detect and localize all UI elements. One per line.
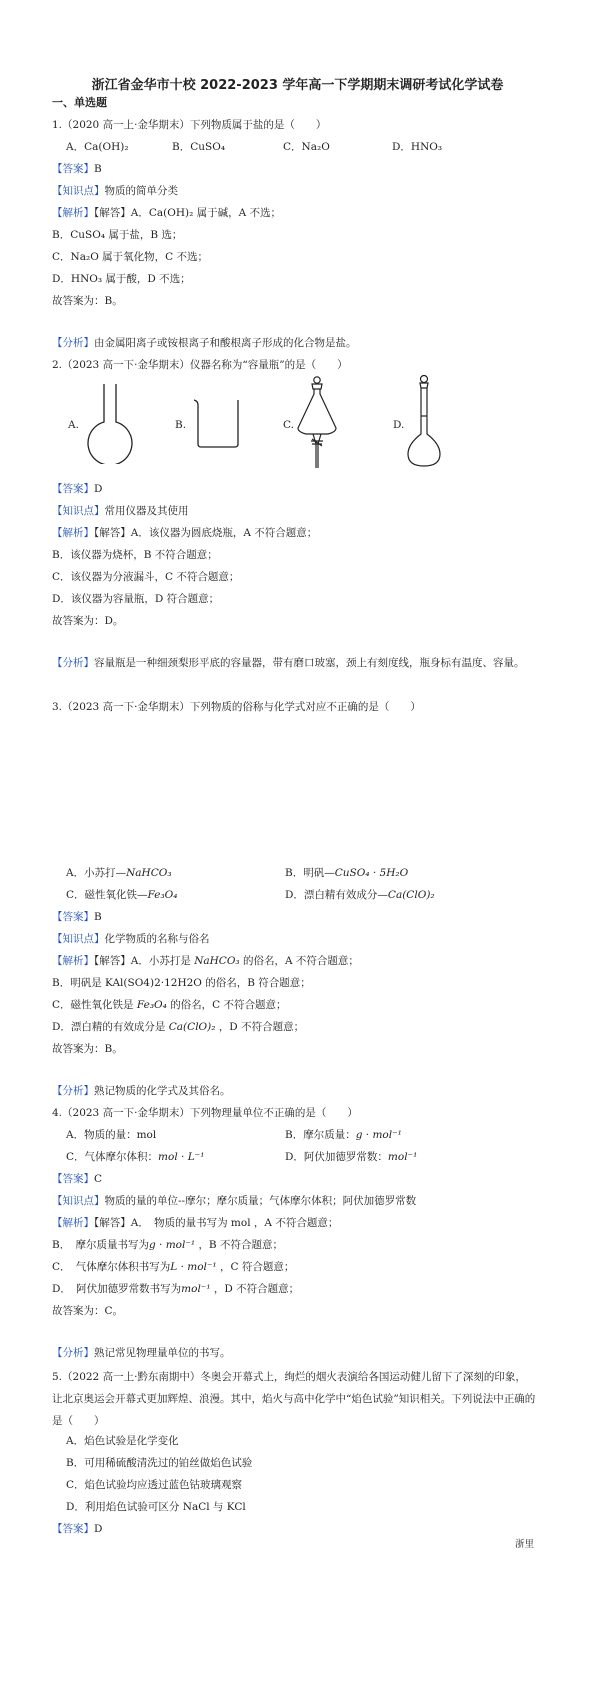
q3-exp3-formula: Fe₃O₄ [136, 999, 167, 1011]
q2-stem: 2.（2023 高一下·金华期末）仪器名称为“容量瓶”的是（ ） [52, 359, 348, 371]
q4-exp2-formula: g · mol⁻¹ [148, 1239, 196, 1251]
q4-exp3b: ，C 符合题意； [220, 1261, 295, 1273]
q3-option-c-formula: Fe₃O₄ [147, 889, 178, 901]
q1-knowledge-value: 物质的简单分类 [104, 185, 178, 197]
analysis-tag: 【解析】 [52, 1217, 94, 1229]
q5-option-b: B．可用稀硫酸清洗过的铂丝做焰色试验 [66, 1457, 253, 1469]
q2-answer-value: D [94, 483, 103, 495]
q4-explanation-4 [52, 1282, 299, 1296]
q3-exp1-formula: NaHCO₃ [194, 955, 240, 967]
q2-option-a: A. [68, 419, 79, 431]
q3-option-a-text: A．小苏打— [66, 867, 127, 879]
q4-option-d-text: D．阿伏加德罗常数： [285, 1151, 388, 1163]
q3-exp3a: C．磁性氧化铁是 [52, 999, 134, 1011]
q4-answer [52, 1172, 102, 1186]
q2-analysis-value: 容量瓶是一种细颈梨形平底的容量器，带有磨口玻塞，颈上有刻度线，瓶身标有温度、容量。 [94, 657, 525, 669]
q4-knowledge [52, 1194, 416, 1208]
fenxi-tag: 【分析】 [52, 657, 94, 669]
q4-explanation-2 [52, 1238, 283, 1252]
q4-exp4-formula: mol⁻¹ [181, 1283, 211, 1295]
volumetric-flask-image [404, 374, 444, 470]
q1-explanation-1 [52, 206, 281, 220]
q4-exp4a: D． 阿伏加德罗常数书写为 [52, 1283, 182, 1295]
q4-answer-value: C [94, 1173, 103, 1185]
q4-exp3a: C． 气体摩尔体积书写为 [52, 1261, 171, 1273]
answer-tag: 【答案】 [52, 1523, 94, 1535]
q3-explanation-3 [52, 998, 287, 1012]
q5-answer-value: D [94, 1523, 103, 1535]
q5-stem: 5.（2022 高一上·黔东南期中）冬奥会开幕式上，绚烂的烟火表演给各国运动健儿留下了深刻的印象，让北京奥运会开幕式更加辉煌、浪漫。其中，焰火与高中化学中“焰色试验”知识相关。下列说法中正确的是（ ） [52, 1371, 536, 1427]
q2-knowledge-value: 常用仪器及其使用 [104, 505, 189, 517]
page-title: 浙江省金华市十校 2022-2023 学年高一下学期期末调研考试化学试卷 [91, 78, 504, 93]
knowledge-tag: 【知识点】 [52, 1195, 105, 1207]
q1-explanation-2: B．CuSO₄ 属于盐，B 选； [52, 229, 183, 241]
q1-analysis [52, 336, 357, 350]
analysis-tag: 【解析】 [52, 955, 94, 967]
q3-knowledge-value: 化学物质的名称与俗名 [104, 933, 210, 945]
q3-exp4a: D．漂白精的有效成分是 [52, 1021, 166, 1033]
answer-tag: 【答案】 [52, 1173, 94, 1185]
answer-tag: 【答案】 [52, 163, 94, 175]
q2-option-d: D. [393, 419, 405, 431]
jieda-tag: 【解答】 [94, 527, 131, 539]
jieda-tag: 【解答】 [94, 1217, 131, 1229]
q4-option-d [285, 1150, 417, 1164]
q4-explanation-1 [52, 1216, 338, 1230]
knowledge-tag: 【知识点】 [52, 933, 105, 945]
q4-exp1: A． 物质的量书写为 mol ，A 不符合题意； [130, 1217, 339, 1229]
q3-analysis [52, 1084, 231, 1098]
q2-conclusion: 故答案为：D。 [52, 615, 124, 627]
q4-option-b-text: B．摩尔质量： [285, 1129, 356, 1141]
q5-option-d: D．利用焰色试验可区分 NaCl 与 KCl [66, 1501, 246, 1513]
q3-answer-value: B [94, 911, 102, 923]
q2-explanation-4: D．该仪器为容量瓶，D 符合题意； [52, 593, 220, 605]
q1-knowledge [52, 184, 178, 198]
q1-exp1: A．Ca(OH)₂ 属于碱，A 不选； [130, 207, 282, 219]
q4-option-a: A．物质的量：mol [66, 1129, 157, 1141]
q4-stem: 4.（2023 高一下·金华期末）下列物理量单位不正确的是（ ） [52, 1107, 358, 1119]
q4-analysis-value: 熟记常见物理量单位的书写。 [94, 1347, 231, 1359]
q3-explanation-4 [52, 1020, 304, 1034]
q3-option-c [66, 888, 178, 902]
q4-exp3-formula: L · mol⁻¹ [170, 1261, 217, 1273]
q3-answer [52, 910, 102, 924]
q2-knowledge [52, 504, 189, 518]
answer-tag: 【答案】 [52, 483, 94, 495]
q4-option-d-formula: mol⁻¹ [387, 1151, 418, 1163]
q3-option-d [285, 888, 435, 902]
answer-tag: 【答案】 [52, 911, 94, 923]
q2-explanation-3: C．该仪器为分液漏斗，C 不符合题意； [52, 571, 240, 583]
q4-conclusion: 故答案为：C。 [52, 1305, 124, 1317]
q4-exp2a: B． 摩尔质量书写为 [52, 1239, 149, 1251]
q3-option-a-formula: NaHCO₃ [126, 867, 172, 879]
q4-exp2b: ，B 不符合题意； [198, 1239, 283, 1251]
q1-option-c: C．Na₂O [283, 141, 330, 153]
q3-option-d-text: D．漂白精有效成分— [285, 889, 388, 901]
fenxi-tag: 【分析】 [52, 1085, 94, 1097]
analysis-tag: 【解析】 [52, 207, 94, 219]
q2-answer [52, 482, 102, 496]
q3-option-b [285, 866, 408, 880]
fenxi-tag: 【分析】 [52, 337, 94, 349]
q1-option-a: A．Ca(OH)₂ [66, 141, 129, 153]
q3-exp1b: 的俗名，A 不符合题意； [243, 955, 359, 967]
q4-option-c-formula: mol · L⁻¹ [158, 1151, 205, 1163]
jieda-tag: 【解答】 [94, 207, 131, 219]
q2-option-b: B. [175, 419, 187, 431]
q2-explanation-2: B．该仪器为烧杯，B 不符合题意； [52, 549, 218, 561]
q3-exp1a: A．小苏打是 [130, 955, 191, 967]
q2-option-c: C. [283, 419, 294, 431]
q4-exp4b: ，D 不符合题意； [213, 1283, 300, 1295]
jieda-tag: 【解答】 [94, 955, 131, 967]
analysis-tag: 【解析】 [52, 527, 94, 539]
q3-option-b-formula: CuSO₄ · 5H₂O [334, 867, 409, 879]
q5-option-c: C．焰色试验均应透过蓝色钴玻璃观察 [66, 1479, 243, 1491]
fenxi-tag: 【分析】 [52, 1347, 94, 1359]
q2-analysis [52, 652, 532, 674]
q3-knowledge [52, 932, 210, 946]
round-bottom-flask-image [80, 382, 140, 464]
q1-explanation-4: D．HNO₃ 属于酸，D 不选； [52, 273, 191, 285]
q1-conclusion: 故答案为：B。 [52, 295, 123, 307]
q1-answer-value: B [94, 163, 102, 175]
q4-analysis [52, 1346, 231, 1360]
q1-stem: 1.（2020 高一上·金华期末）下列物质属于盐的是（ ） [52, 119, 327, 131]
q4-option-b [285, 1128, 402, 1142]
q3-exp4b: ，D 不符合题意； [218, 1021, 305, 1033]
q4-option-c [66, 1150, 204, 1164]
q3-conclusion: 故答案为：B。 [52, 1043, 123, 1055]
q4-option-c-text: C．气体摩尔体积： [66, 1151, 159, 1163]
q3-exp3b: 的俗名，C 不符合题意； [170, 999, 287, 1011]
q1-analysis-value: 由金属阳离子或铵根离子和酸根离子形成的化合物是盐。 [94, 337, 357, 349]
section-heading: 一、单选题 [52, 96, 107, 109]
q2-exp1: A．该仪器为圆底烧瓶，A 不符合题意； [130, 527, 318, 539]
q4-option-b-formula: g · mol⁻¹ [355, 1129, 402, 1141]
q3-option-a [66, 866, 172, 880]
knowledge-tag: 【知识点】 [52, 185, 105, 197]
q1-option-b: B．CuSO₄ [172, 141, 226, 153]
q3-stem: 3.（2023 高一下·金华期末）下列物质的俗称与化学式对应不正确的是（ ） [52, 701, 421, 713]
separatory-funnel-image [294, 376, 340, 474]
q3-option-b-text: B．明矾— [285, 867, 335, 879]
q3-option-d-formula: Ca(ClO)₂ [387, 889, 435, 901]
q3-analysis-value: 熟记物质的化学式及其俗名。 [94, 1085, 231, 1097]
q1-explanation-3: C．Na₂O 属于氧化物，C 不选； [52, 251, 209, 263]
knowledge-tag: 【知识点】 [52, 505, 105, 517]
q1-answer [52, 162, 102, 176]
q4-explanation-3 [52, 1260, 294, 1274]
q1-option-d: D．HNO₃ [392, 141, 443, 153]
q5-option-a: A．焰色试验是化学变化 [66, 1435, 179, 1447]
beaker-image [192, 396, 244, 450]
q3-option-c-text: C．磁性氧化铁— [66, 889, 148, 901]
q2-explanation-1 [52, 526, 317, 540]
q5-answer [52, 1522, 102, 1536]
q3-exp4-formula: Ca(ClO)₂ [168, 1021, 216, 1033]
q4-knowledge-value: 物质的量的单位--摩尔；摩尔质量；气体摩尔体积；阿伏加德罗常数 [104, 1195, 417, 1207]
q3-explanation-1 [52, 954, 359, 968]
q3-explanation-2: B．明矾是 KAl(SO4)2·12H2O 的俗名，B 符合题意； [52, 977, 311, 989]
page-footer-mark: 浙里 [515, 1539, 535, 1550]
